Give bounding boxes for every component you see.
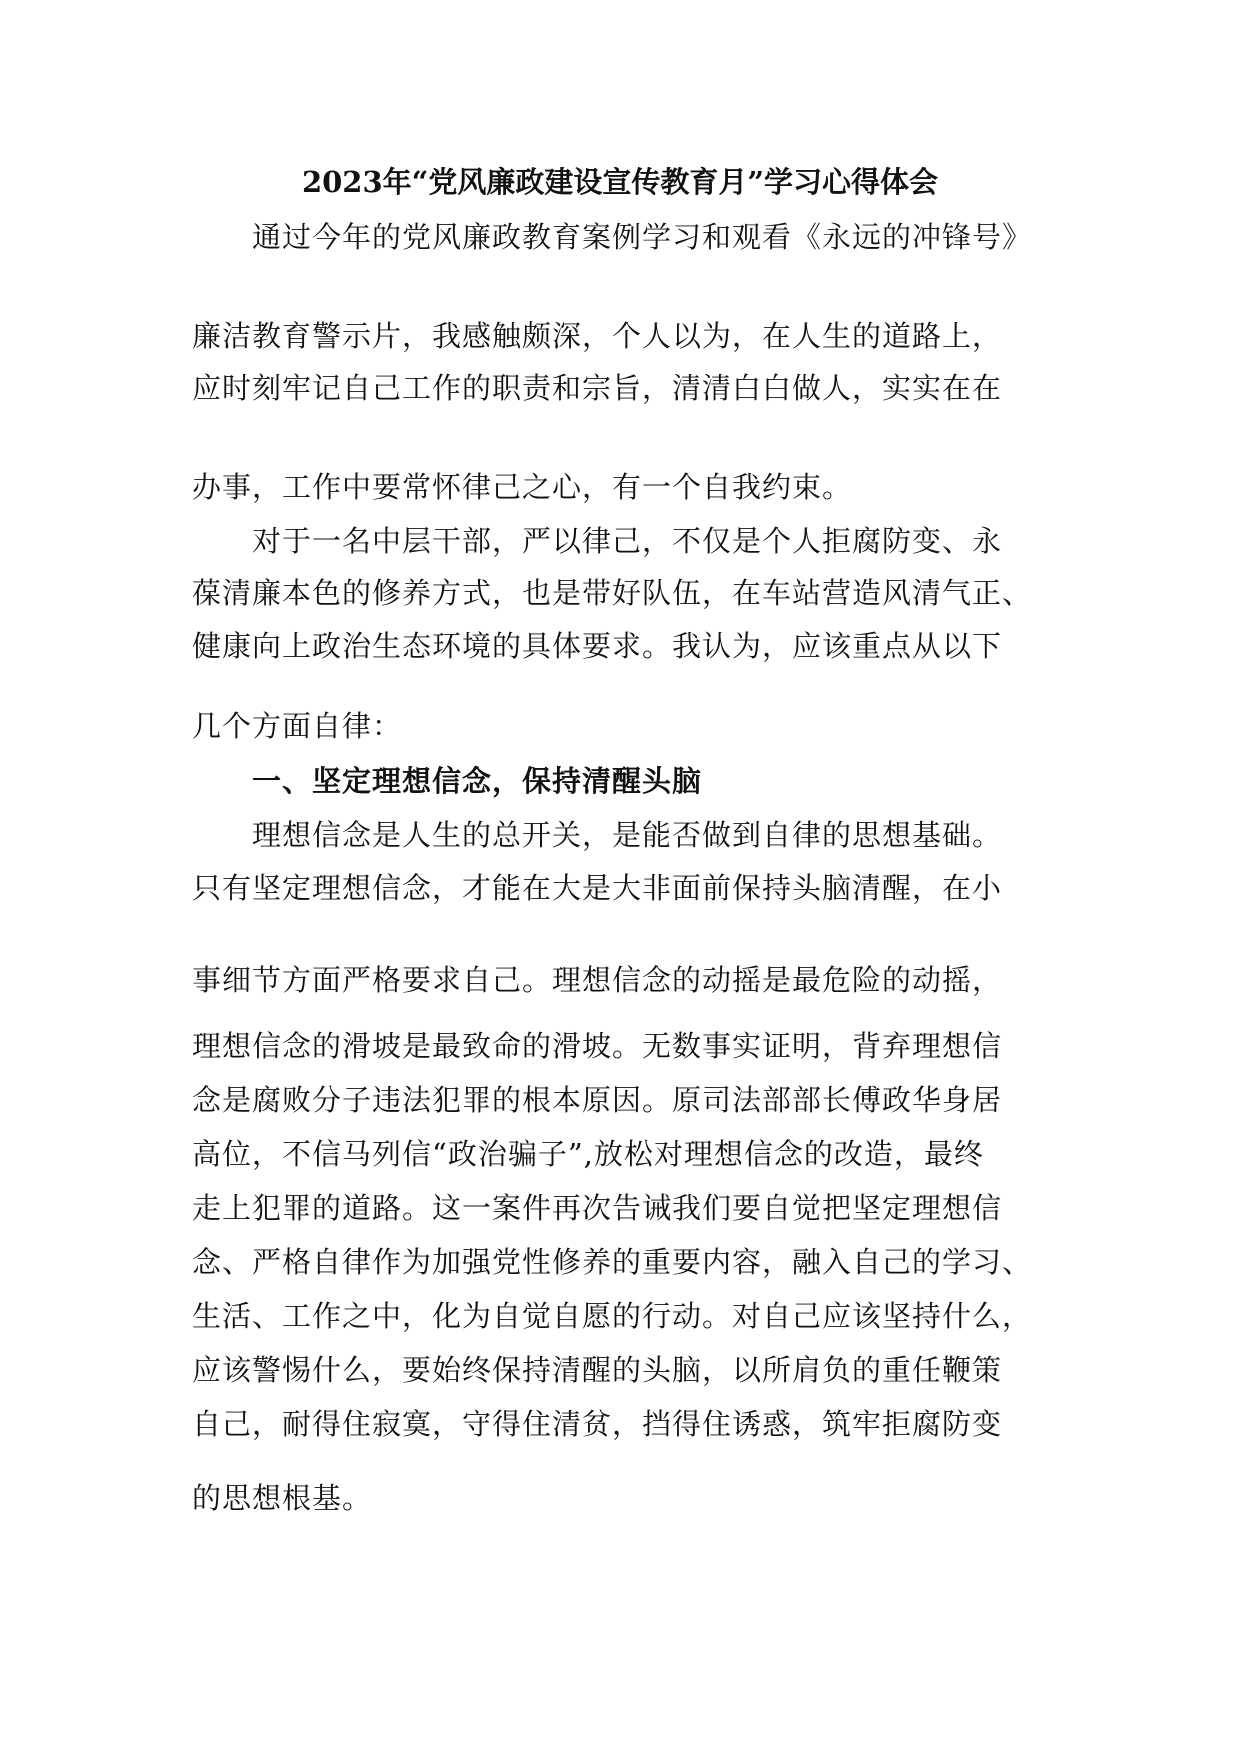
- paragraph-line: 廉洁教育警示片，我感触颇深，个人以为，在人生的道路上，: [192, 319, 1003, 353]
- paragraph-line: 应时刻牢记自己工作的职责和宗旨，清清白白做人，实实在在: [192, 371, 1003, 405]
- paragraph-line: 理想信念的滑坡是最致命的滑坡。无数事实证明，背弃理想信: [192, 1029, 1003, 1063]
- paragraph-line: 走上犯罪的道路。这一案件再次告诫我们要自觉把坚定理想信: [192, 1191, 1003, 1225]
- paragraph-line: 葆清廉本色的修养方式，也是带好队伍，在车站营造风清气正、: [192, 576, 1033, 610]
- paragraph-line: 几个方面自律：: [192, 709, 403, 743]
- paragraph-line: 自己，耐得住寂寞，守得住清贫，挡得住诱惑，筑牢拒腐防变: [192, 1407, 1003, 1441]
- paragraph-line: 办事，工作中要常怀律己之心，有一个自我约束。: [192, 470, 853, 504]
- paragraph-line: 事细节方面严格要求自己。理想信念的动摇是最危险的动摇，: [192, 963, 1003, 997]
- paragraph-line: 对于一名中层干部，严以律己，不仅是个人拒腐防变、永: [252, 524, 1003, 558]
- section-heading: 一、坚定理想信念，保持清醒头脑: [252, 764, 703, 798]
- paragraph-line: 健康向上政治生态环境的具体要求。我认为，应该重点从以下: [192, 629, 1003, 663]
- document-title: 2023年“党风廉政建设宣传教育月”学习心得体会: [301, 165, 939, 199]
- paragraph-line: 念、严格自律作为加强党性修养的重要内容，融入自己的学习、: [192, 1245, 1033, 1279]
- paragraph-line: 理想信念是人生的总开关，是能否做到自律的思想基础。: [252, 818, 1003, 852]
- paragraph-line: 念是腐败分子违法犯罪的根本原因。原司法部部长傅政华身居: [192, 1083, 1003, 1117]
- paragraph-line: 只有坚定理想信念，才能在大是大非面前保持头脑清醒，在小: [192, 871, 1003, 905]
- paragraph-line: 生活、工作之中，化为自觉自愿的行动。对自己应该坚持什么，: [192, 1299, 1033, 1333]
- paragraph-line: 通过今年的党风廉政教育案例学习和观看《永远的冲锋号》: [252, 220, 1033, 254]
- paragraph-line: 高位，不信马列信“政治骗子”,放松对理想信念的改造，最终: [192, 1137, 984, 1171]
- paragraph-line: 应该警惕什么，要始终保持清醒的头脑，以所肩负的重任鞭策: [192, 1353, 1003, 1387]
- paragraph-line: 的思想根基。: [192, 1481, 373, 1515]
